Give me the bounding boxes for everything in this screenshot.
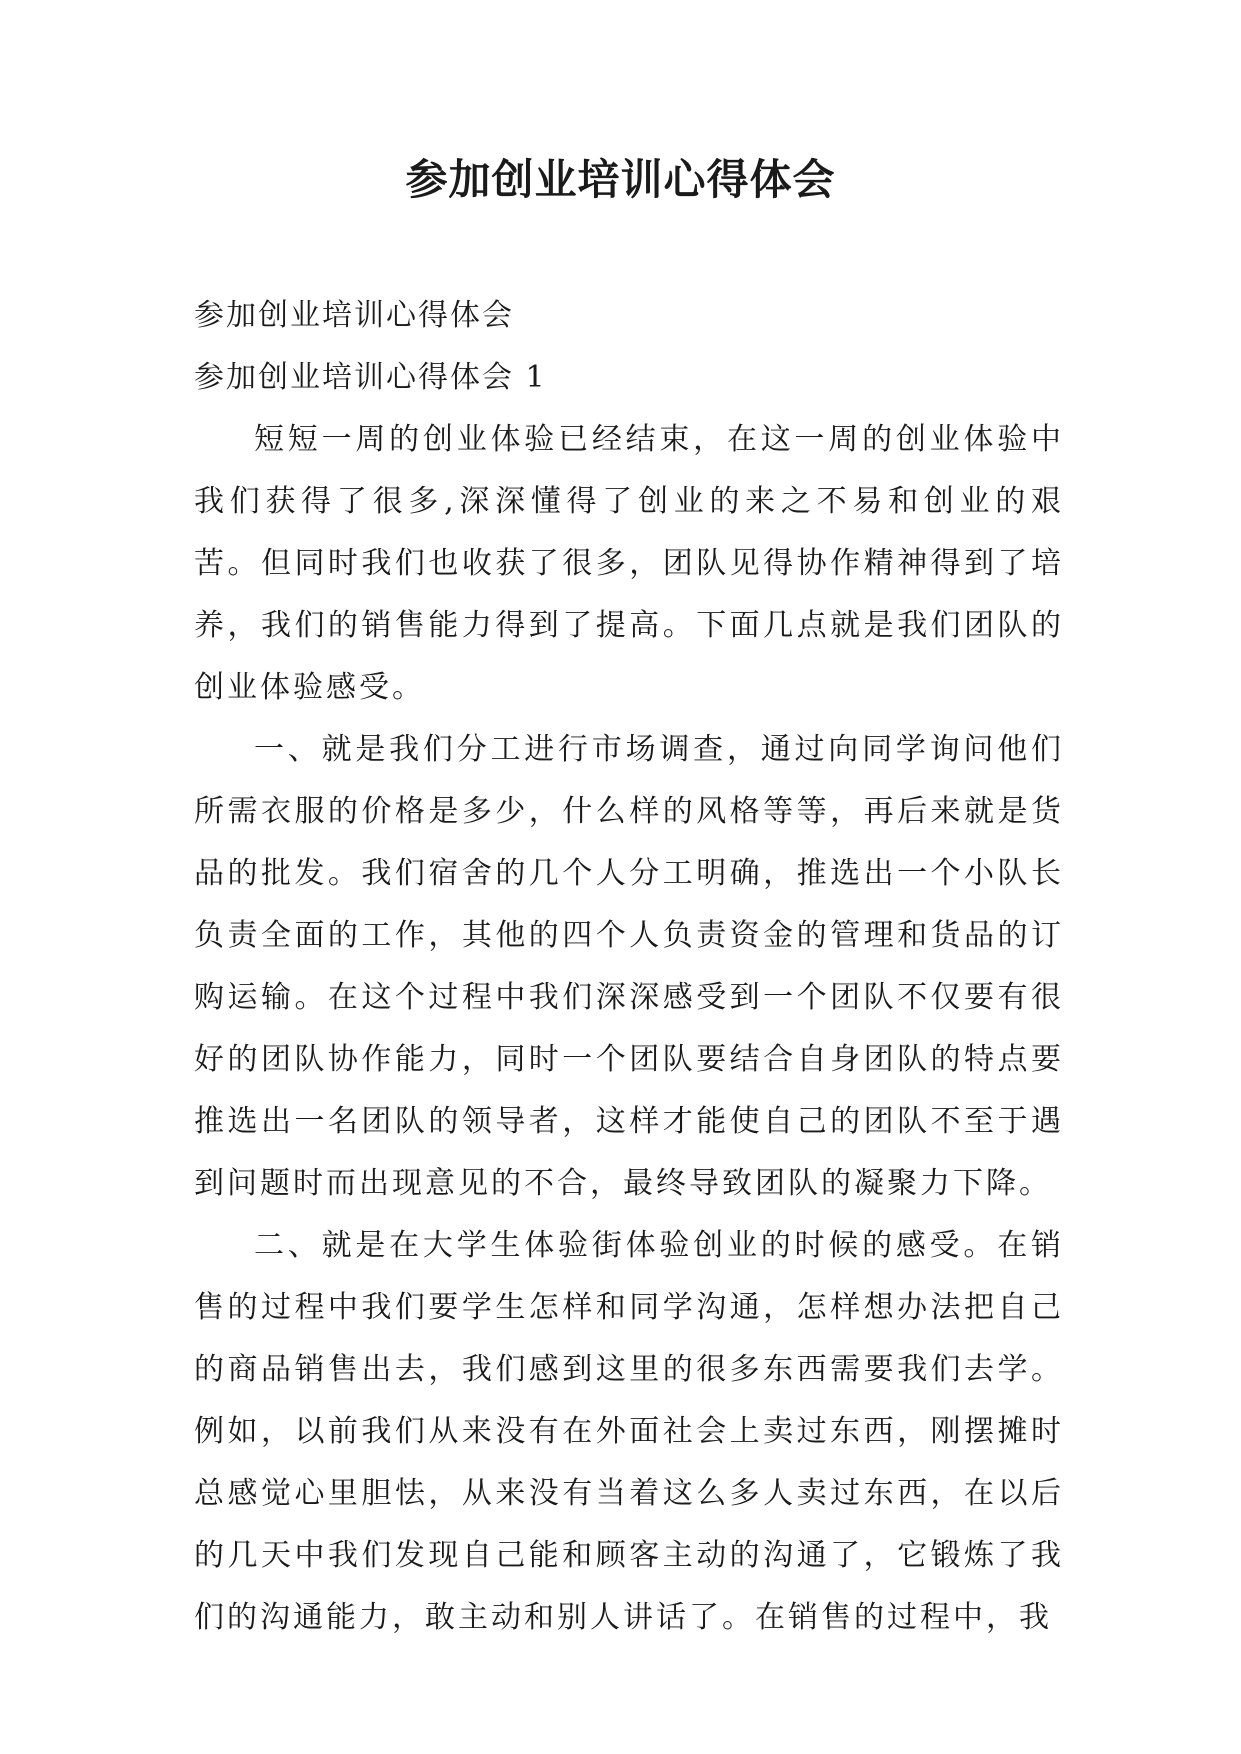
document-title: 参加创业培训心得体会 [405,155,836,204]
document-subtitle: 参加创业培训心得体会 [194,298,514,333]
paragraph-point-one: 一、就是我们分工进行市场调查，通过向同学询问他们所需衣服的价格是多少，什么样的风格等等，再后来就是货品的批发。我们宿舍的几个人分工明确，推选出一个小队长负责全面的工作，其他的四个人负责资金的管理和货品的订购运输。在这个过程中我们深深感受到一个团队不仅要有很好的团队协作能力，同时一个团队要结合自身团队的特点要推选出一名团队的领导者，这样才能使自己的团队不至于遇到问题时而出现意见的不合，最终导致团队的凝聚力下降。 [194,732,1064,1201]
paragraph-point-two: 二、就是在大学生体验街体验创业的时候的感受。在销售的过程中我们要学生怎样和同学沟通，怎样想办法把自己的商品销售出去，我们感到这里的很多东西需要我们去学。例如，以前我们从来没有在外面社会上卖过东西，刚摆摊时总感觉心里胆怯，从来没有当着这么多人卖过东西，在以后的几天中我们发现自己能和顾客主动的沟通了，它锻炼了我们的沟通能力，敢主动和别人讲话了。在销售的过程中，我 [194,1228,1064,1635]
paragraph-intro: 短短一周的创业体验已经结束，在这一周的创业体验中我们获得了很多,深深懂得了创业的来之不易和创业的艰苦。但同时我们也收获了很多，团队见得协作精神得到了培养，我们的销售能力得到了提高。下面几点就是我们团队的创业体验感受。 [194,422,1064,705]
document-body [194,285,1064,1649]
section-heading: 参加创业培训心得体会 1 [194,360,547,395]
